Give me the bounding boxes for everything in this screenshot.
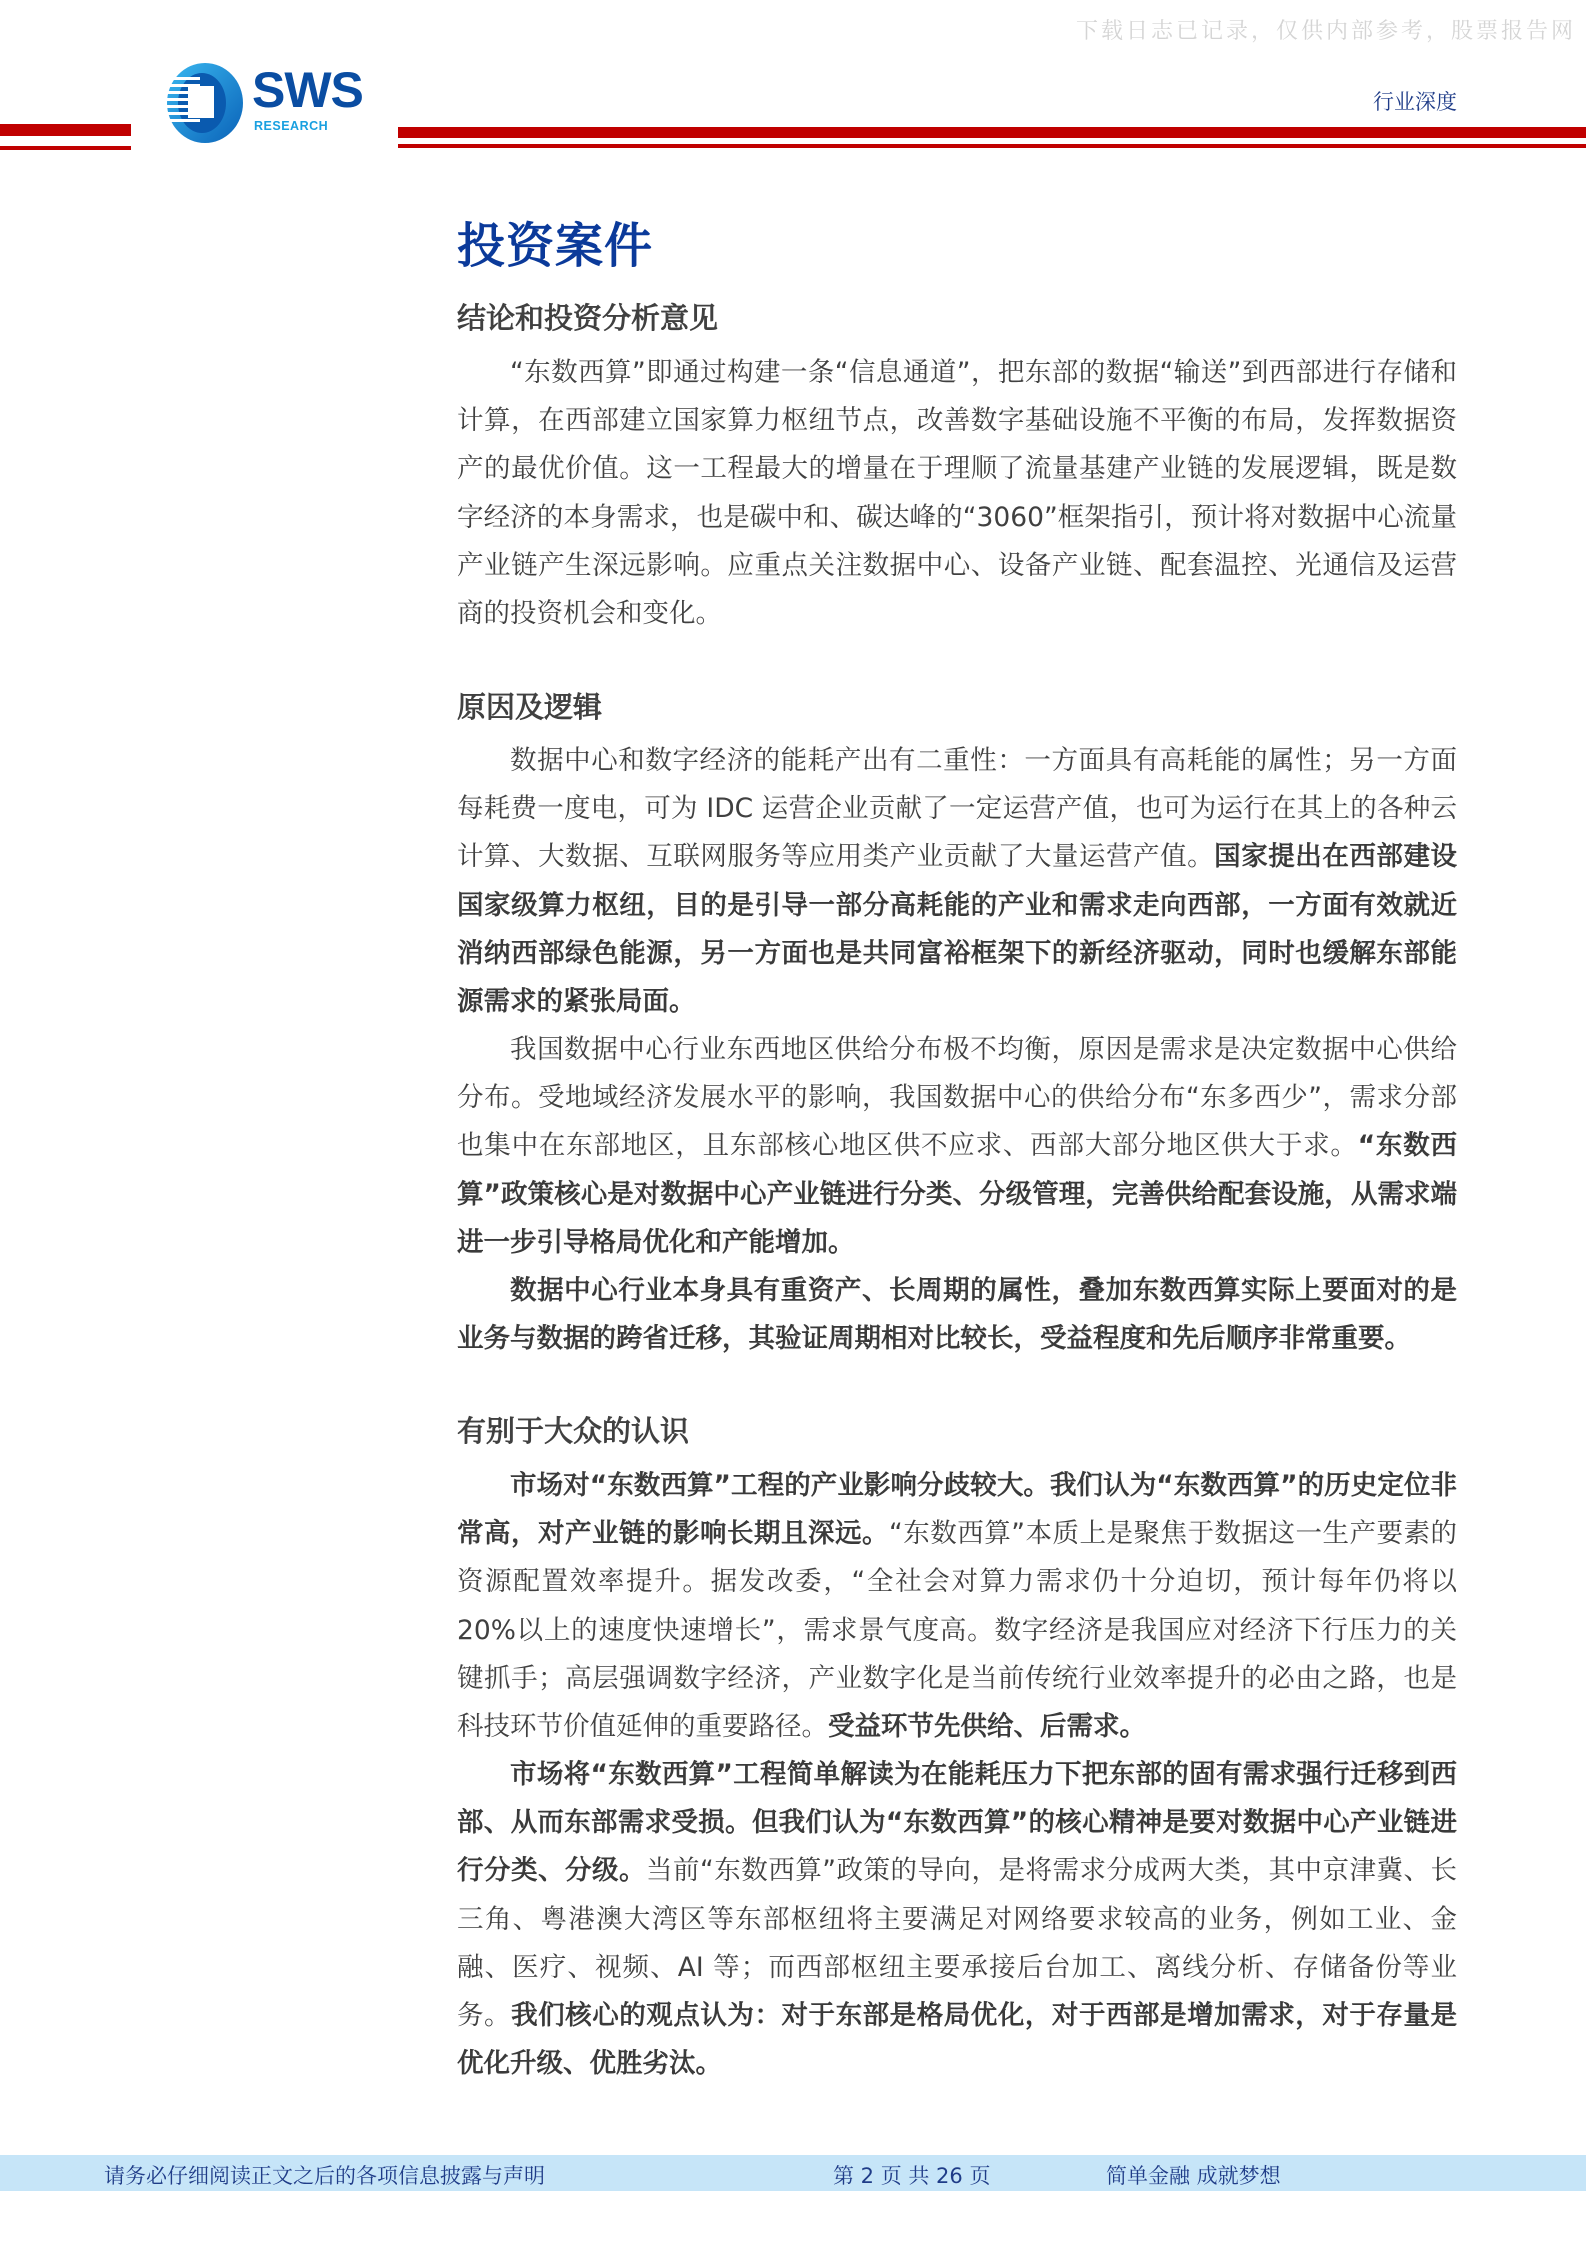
paragraph: 市场对“东数西算”工程的产业影响分歧较大。我们认为“东数西算”的历史定位非常高，对产业链的影响长期且深远。“东数西算”本质上是聚焦于数据这一生产要素的资源配置效率提升。据发改委，“全社会对算力需求仍十分迫切，预计每年仍将以 20%以上的速度快速增长”，需求景气度高。数字经济是我国应对经济下行压力的关键抓手；高层强调数字经济，产业数字化是当前传统行业效率提升的必由之路，也是科技环节价值延伸的重要路径。受益环节先供给、后需求。 — [457, 1470, 1457, 1743]
paragraph: “东数西算”即通过构建一条“信息通道”，把东部的数据“输送”到西部进行存储和计算，在西部建立国家算力枢纽节点，改善数字基础设施不平衡的布局，发挥数据资产的最优价值。这一工程最大的增量在于理顺了流量基建产业链的发展逻辑，既是数字经济的本身需求，也是碳中和、碳达峰的“3060”框架指引，预计将对数据中心流量产业链产生深远影响。应重点关注数据中心、设备产业链、配套温控、光通信及运营商的投资机会和变化。 — [457, 357, 1457, 630]
logo-subtitle: RESEARCH — [254, 119, 329, 133]
page-title: 投资案件 — [457, 218, 654, 274]
section-heading-differentiated-view: 有别于大众的认识 — [457, 1414, 690, 1448]
paragraph: 数据中心和数字经济的能耗产出有二重性：一方面具有高耗能的属性；另一方面每耗费一度电，可为 IDC 运营企业贡献了一定运营产值，也可为运行在其上的各种云计算、大数据、互联网服务等应用类产业贡献了大量运营产值。国家提出在西部建设国家级算力枢纽，目的是引导一部分高耗能的产业和需求走向西部，一方面有效就近消纳西部绿色能源，另一方面也是共同富裕框架下的新经济驱动，同时也缓解东部能源需求的紧张局面。 — [457, 745, 1458, 1018]
sws-research-logo — [166, 62, 376, 146]
section-heading-reasons: 原因及逻辑 — [457, 690, 603, 724]
page-indicator: 第 2 页 共 26 页 — [833, 2164, 991, 2188]
header-rule-right-thick — [398, 127, 1586, 138]
paragraph: 我国数据中心行业东西地区供给分布极不均衡，原因是需求是决定数据中心供给分布。受地域经济发展水平的影响，我国数据中心的供给分布“东多西少”，需求分部也集中在东部地区，且东部核心地区供不应求、西部大部分地区供大于求。“东数西算”政策核心是对数据中心产业链进行分类、分级管理，完善供给配套设施，从需求端进一步引导格局优化和产能增加。 — [457, 1034, 1458, 1258]
header-rule-left-thin — [0, 146, 131, 150]
report-type-label: 行业深度 — [1373, 90, 1457, 114]
section-heading-conclusion: 结论和投资分析意见 — [457, 301, 719, 335]
footer-disclaimer: 请务必仔细阅读正文之后的各项信息披露与声明 — [104, 2164, 545, 2188]
logo-wordmark: SWS — [252, 62, 363, 118]
header-rule-left-thick — [0, 124, 131, 136]
footer-tagline: 简单金融 成就梦想 — [1106, 2164, 1281, 2188]
paragraph: 数据中心行业本身具有重资产、长周期的属性，叠加东数西算实际上要面对的是业务与数据的跨省迁移，其验证周期相对比较长，受益程度和先后顺序非常重要。 — [457, 1275, 1457, 1355]
sws-globe-icon — [166, 62, 244, 144]
header-rule-right-thin — [398, 144, 1586, 148]
paragraph: 市场将“东数西算”工程简单解读为在能耗压力下把东部的固有需求强行迁移到西部、从而东部需求受损。但我们认为“东数西算”的核心精神是要对数据中心产业链进行分类、分级。当前“东数西算”政策的导向，是将需求分成两大类，其中京津冀、长三角、粤港澳大湾区等东部枢纽将主要满足对网络要求较高的业务，例如工业、金融、医疗、视频、AI 等；而西部枢纽主要承接后台加工、离线分析、存储备份等业务。我们核心的观点认为：对于东部是格局优化，对于西部是增加需求，对于存量是优化升级、优胜劣汰。 — [457, 1759, 1458, 2080]
download-watermark: 下载日志已记录，仅供内部参考，股票报告网 — [1075, 19, 1576, 44]
